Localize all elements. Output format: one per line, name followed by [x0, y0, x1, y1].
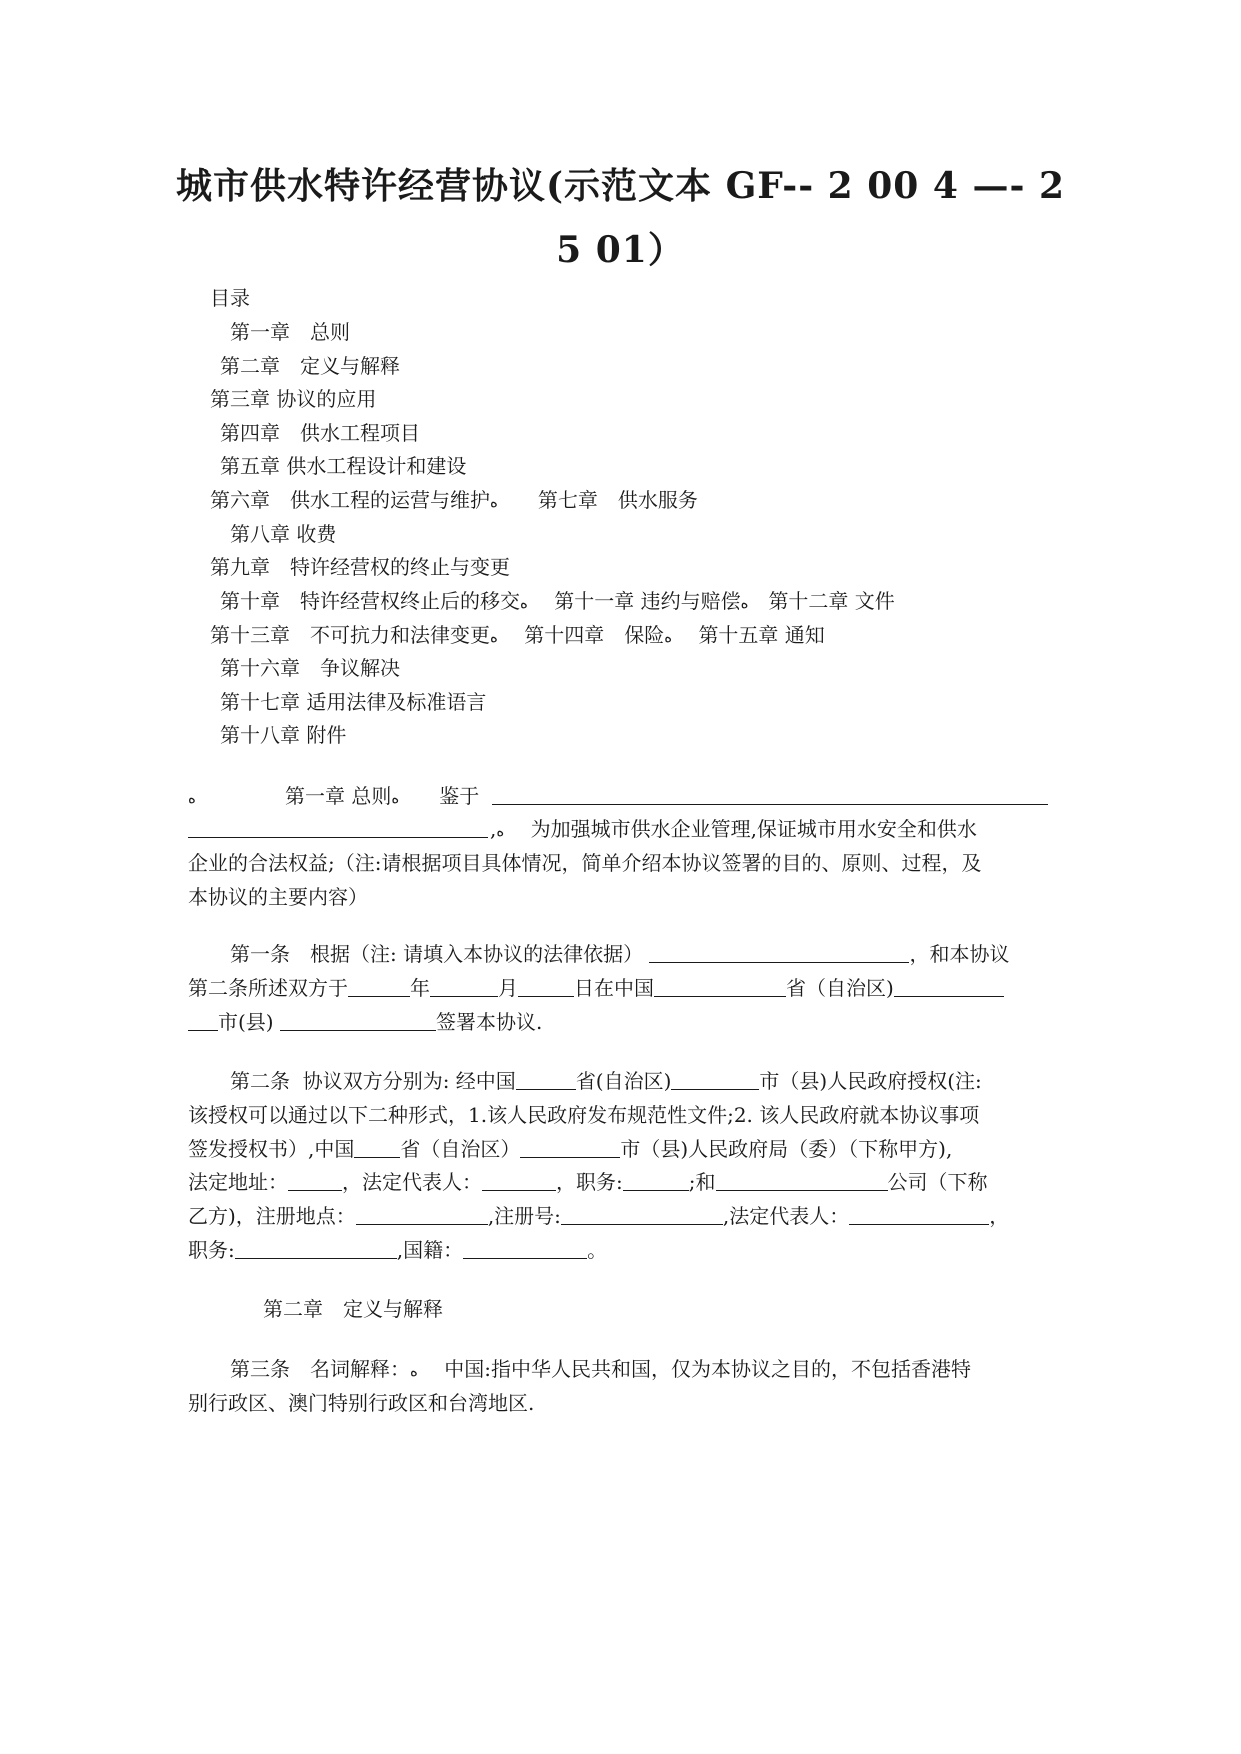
- whereas-label: 鉴于: [439, 784, 480, 808]
- paragraph-marker: ﻩ: [490, 493, 498, 511]
- article-text: 月: [498, 976, 518, 1000]
- article-text: 职务:: [188, 1238, 235, 1262]
- purpose-text: 为加强城市供水企业管理,保证城市用水安全和供水: [530, 817, 977, 841]
- article-1-line-1: [230, 940, 1009, 968]
- article-text: 第二条所述双方于: [188, 976, 348, 1000]
- toc-item: 第五章 供水工程设计和建设: [220, 454, 467, 478]
- toc-item: 第九章 特许经营权的终止与变更: [210, 555, 510, 579]
- chapter-heading: 第二章 定义与解释: [263, 1297, 443, 1321]
- article-text: 第一条 根据（注: 请填入本协议的法律依据）: [230, 942, 644, 966]
- registration-number-blank[interactable]: [561, 1202, 723, 1225]
- article-text: 法定地址：: [188, 1170, 288, 1194]
- chapter-1-line: [188, 782, 196, 812]
- toc-item: 第十七章 适用法律及标准语言: [220, 690, 487, 714]
- article-text: ，法定代表人：: [342, 1170, 482, 1194]
- article-2-line-1: [230, 1067, 982, 1095]
- toc-item: 第十五章 通知: [698, 623, 825, 647]
- article-text: 年: [410, 976, 430, 1000]
- article-text: ,注册号:: [487, 1204, 561, 1228]
- article-3-line-2: 别行政区、澳门特别行政区和台湾地区.: [188, 1391, 535, 1415]
- toc-item: 第一章 总则: [230, 320, 350, 344]
- purpose-line-1: [490, 815, 977, 845]
- city-blank[interactable]: [520, 1135, 620, 1158]
- article-text: ;和: [688, 1170, 716, 1194]
- representative-blank[interactable]: [849, 1202, 989, 1225]
- paragraph-marker: ﻩ: [188, 789, 196, 807]
- toc-item: 第二章 定义与解释: [220, 354, 400, 378]
- article-text: 第三条 名词解释：: [230, 1357, 410, 1381]
- article-2-line-2: 该授权可以通过以下二种形式，1.该人民政府发布规范性文件;2. 该人民政府就本协议事项: [188, 1103, 980, 1127]
- month-blank[interactable]: [430, 974, 498, 997]
- article-text: 省(自治区): [575, 1069, 672, 1093]
- toc-item: 第十二章 文件: [768, 589, 895, 613]
- toc-item: 第十八章 附件: [220, 723, 347, 747]
- position-blank[interactable]: [623, 1168, 689, 1191]
- toc-line-multi: [210, 486, 698, 516]
- chapter-heading: 第一章 总则: [285, 784, 392, 808]
- toc-item: 第三章 协议的应用: [210, 387, 377, 411]
- article-text: 。: [587, 1238, 608, 1262]
- toc-item: 第十四章 保险: [524, 623, 665, 647]
- paragraph-marker: ﻩ: [740, 594, 749, 612]
- whereas-blank-2[interactable]: [188, 815, 488, 838]
- place-blank[interactable]: [280, 1008, 436, 1031]
- article-text: 签发授权书）,中国: [188, 1137, 355, 1161]
- paragraph-marker: ﻩ: [664, 628, 673, 646]
- article-text: 市(县): [218, 1010, 274, 1034]
- city-blank[interactable]: [671, 1067, 759, 1090]
- article-text: ，: [989, 1204, 1010, 1228]
- article-text: 省（自治区): [786, 976, 894, 1000]
- toc-item: 第十一章 违约与赔偿: [554, 589, 741, 613]
- registered-place-blank[interactable]: [356, 1202, 488, 1225]
- toc-heading: 目录: [210, 286, 250, 310]
- article-text: 中国:指中华人民共和国，仅为本协议之目的，不包括香港特: [444, 1357, 971, 1381]
- paragraph-marker: ﻩ: [520, 594, 528, 612]
- article-1-line-2: [188, 974, 1004, 1002]
- chapter-1-heading-line: [285, 782, 479, 812]
- document-title-line-1: 城市供水特许经营协议(示范文本 GF-- 2 00 4 —- 2: [176, 165, 1065, 207]
- city-blank[interactable]: [894, 974, 1004, 997]
- article-2-line-3: [188, 1135, 952, 1163]
- article-text: 市（县)人民政府局（委）（下称甲方),: [620, 1137, 953, 1161]
- article-text: ,法定代表人：: [722, 1204, 850, 1228]
- toc-item: 第十六章 争议解决: [220, 656, 400, 680]
- whereas-blank[interactable]: [492, 782, 1048, 805]
- province-blank[interactable]: [654, 974, 786, 997]
- day-blank[interactable]: [518, 974, 574, 997]
- article-text: 签署本协议.: [435, 1010, 543, 1034]
- comma: ,: [490, 817, 497, 841]
- article-1-line-3: [188, 1008, 542, 1036]
- legal-basis-blank[interactable]: [649, 940, 909, 963]
- toc-item: 第七章 供水服务: [537, 488, 698, 512]
- toc-item: 第四章 供水工程项目: [220, 421, 420, 445]
- position-blank[interactable]: [235, 1236, 397, 1259]
- toc-item: 第十三章 不可抗力和法律变更: [210, 623, 490, 647]
- paragraph-marker: ﻩ: [391, 789, 400, 807]
- article-text: 第二条 协议双方分别为: 经中国: [230, 1069, 516, 1093]
- article-2-line-6: [188, 1236, 607, 1264]
- article-text: ，职务:: [556, 1170, 623, 1194]
- city-blank-cont[interactable]: [188, 1008, 218, 1031]
- address-blank[interactable]: [288, 1168, 342, 1191]
- toc-line-multi: [220, 587, 895, 617]
- representative-blank[interactable]: [482, 1168, 556, 1191]
- toc-item: 第十章 特许经营权终止后的移交: [220, 589, 520, 613]
- article-2-line-4: [188, 1168, 988, 1196]
- province-blank[interactable]: [354, 1135, 400, 1158]
- article-text: 日在中国: [574, 976, 654, 1000]
- nationality-blank[interactable]: [463, 1236, 587, 1259]
- paragraph-marker: ﻩ: [410, 1362, 418, 1380]
- article-text: 公司（下称: [887, 1170, 988, 1194]
- paragraph-marker: ﻩ: [490, 628, 498, 646]
- paragraph-marker: ﻩ: [496, 822, 505, 840]
- article-text: ，和本协议: [909, 942, 1010, 966]
- company-blank[interactable]: [716, 1168, 888, 1191]
- article-text: ,国籍：: [396, 1238, 464, 1262]
- purpose-line-3: 本协议的主要内容）: [188, 885, 368, 909]
- article-3-line-1: [230, 1355, 971, 1385]
- article-2-line-5: [188, 1202, 1009, 1230]
- article-text: 市（县)人民政府授权(注:: [759, 1069, 982, 1093]
- document-title-line-2: 5 01）: [556, 229, 685, 271]
- article-text: 乙方)，注册地点：: [188, 1204, 356, 1228]
- purpose-line-2: 企业的合法权益;（注:请根据项目具体情况，简单介绍本协议签署的目的、原则、过程，及: [188, 851, 982, 875]
- toc-item: 第六章 供水工程的运营与维护: [210, 488, 490, 512]
- article-text: 省（自治区）: [400, 1137, 521, 1161]
- year-blank[interactable]: [348, 974, 410, 997]
- toc-line-multi: [210, 621, 825, 651]
- province-blank[interactable]: [516, 1067, 576, 1090]
- toc-item: 第八章 收费: [230, 522, 337, 546]
